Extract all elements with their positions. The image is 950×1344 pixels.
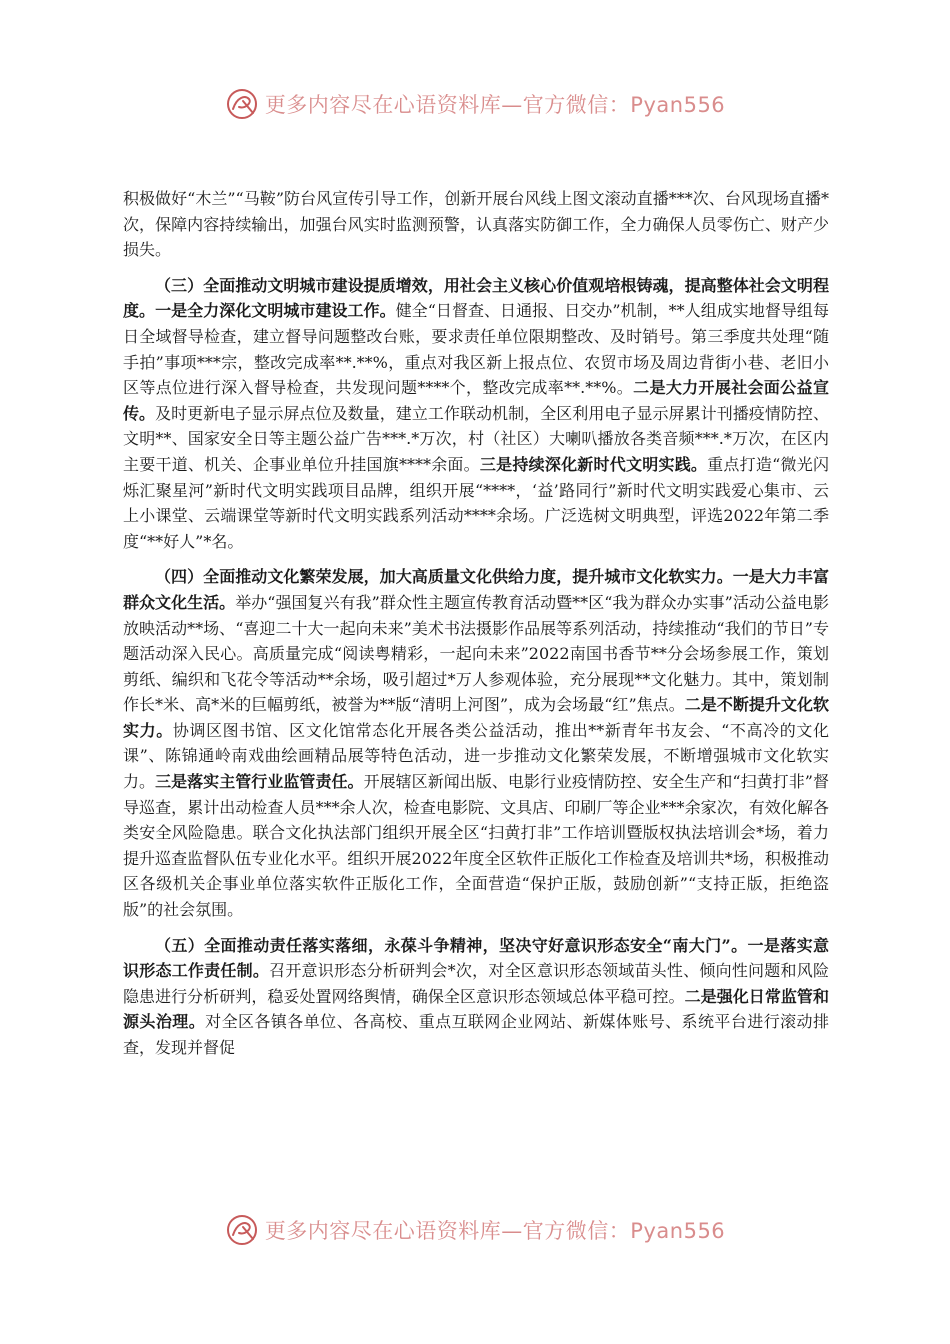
text-run: 开展辖区新闻出版、电影行业疫情防控、安全生产和“扫黄打非”督导巡查，累计出动检查人员***余人次，检查电影院、文具店、印刷厂等企业***余家次，有效化解各类安全风险隐患。联合文化执法部门组织开展全区“扫黄打非”工作培训暨版权执法培训会*场，着力提升巡查监督队伍专业化水平。组织开展2022年度全区软件正版化工作检查及培训共*场，积极推动区各级机关企事业单位落实软件正版化工作，全面营造“保护正版，鼓励创新”“支持正版，拒绝盗版”的社会氛围。 [123,772,829,920]
text-run: 重点打造“微光闪烁汇聚星河”新时代文明实践项目品牌，组织开展“****，‘益’路同行”新时代文明实践爱心集市、云上小课堂、云端课堂等新时代文明实践系列活动****余场。广泛选树文明典型，评选2022年第二季度“**好人”*名。 [123,454,829,551]
text-run: 对全区各镇各单位、各高校、重点互联网企业网站、新媒体账号、系统平台进行滚动排查，发现并督促 [123,1012,829,1057]
footer-banner [0,1210,950,1250]
signature-logo-icon [225,87,259,121]
text-run: 召开意识形态分析研判会*次，对全区意识形态领域苗头性、倾向性问题和风险隐患进行分析研判，稳妥处置网络舆情，确保全区意识形态领域总体平稳可控。 [123,961,829,1006]
text-run: 健全“日督查、日通报、日交办”机制，**人组成实地督导组每日全域督导检查，建立督导问题整改台账，要求责任单位限期整改、及时销号。第三季度共处理“随手拍”事项***宗，整改完成率**.**%，重点对我区新上报点位、农贸市场及周边背街小巷、老旧小区等点位进行深入督导检查，共发现问题****个，整改完成率**.**%。 [123,301,829,398]
paragraph [123,273,829,555]
text-run: 及时更新电子显示屏点位及数量，建立工作联动机制，全区利用电子显示屏累计刊播疫情防控、文明**、国家安全日等主题公益广告***.*万次，村（社区）大喇叭播放各类音频***.*万次，在区内主要干道、机关、企事业单位升挂国旗****余面。 [123,403,829,474]
document-body [123,186,829,1071]
header-banner [0,84,950,124]
bold-heading-run: 三是持续深化新时代文明实践。 [479,454,708,474]
paragraph [123,186,829,263]
header-banner-text: 更多内容尽在心语资料库—官方微信：Pyan556 [264,93,726,117]
text-run: 举办“强国复兴有我”群众性主题宣传教育活动暨**区“我为群众办实事”活动公益电影放映活动**场、“喜迎二十大一起向未来”美术书法摄影作品展等系列活动，持续推动“我们的节日”专题活动深入民心。高质量完成“阅读粤精彩，一起向未来”2022南国书香节**分会场参展工作，策划剪纸、编织和飞花令等活动**余场，吸引超过*万人参观体验，充分展现**文化魅力。其中，策划制作长*米、高*米的巨幅剪纸，被誉为**版“清明上河图”，成为会场最“红”焦点。 [123,592,829,715]
text-run: 积极做好“木兰”“马鞍”防台风宣传引导工作，创新开展台风线上图文滚动直播***次、台风现场直播*次，保障内容持续输出，加强台风实时监测预警，认真落实防御工作，全力确保人员零伤亡、财产少损失。 [123,189,829,260]
bold-heading-run: （四）全面推动文化繁荣发展，加大高质量文化供给力度，提升城市文化软实力。一是大力丰富群众文化生活。 [123,567,829,612]
bold-heading-run: 二是强化日常监管和源头治理。 [123,986,829,1032]
bold-heading-run: 二是不断提升文化软实力。 [123,695,829,740]
paragraph [123,933,829,1061]
bold-heading-run: 三是落实主管行业监管责任。 [155,772,364,792]
paragraph [123,564,829,922]
bold-heading-run: 二是大力开展社会面公益宣传。 [123,378,829,423]
bold-heading-run: （五）全面推动责任落实落细，永葆斗争精神，坚决守好意识形态安全“南大门”。一是落实意识形态工作责任制。 [123,935,829,981]
bold-heading-run: （三）全面推动文明城市建设提质增效，用社会主义核心价值观培根铸魂，提高整体社会文明程度。一是全力深化文明城市建设工作。 [123,275,829,321]
footer-banner-text: 更多内容尽在心语资料库—官方微信：Pyan556 [264,1219,726,1243]
signature-logo-icon [225,1213,259,1247]
text-run: 协调区图书馆、区文化馆常态化开展各类公益活动，推出**新青年书友会、“不高冷的文化课”、陈锦通岭南戏曲绘画精品展等特色活动，进一步推动文化繁荣发展，不断增强城市文化软实力。 [123,720,829,792]
